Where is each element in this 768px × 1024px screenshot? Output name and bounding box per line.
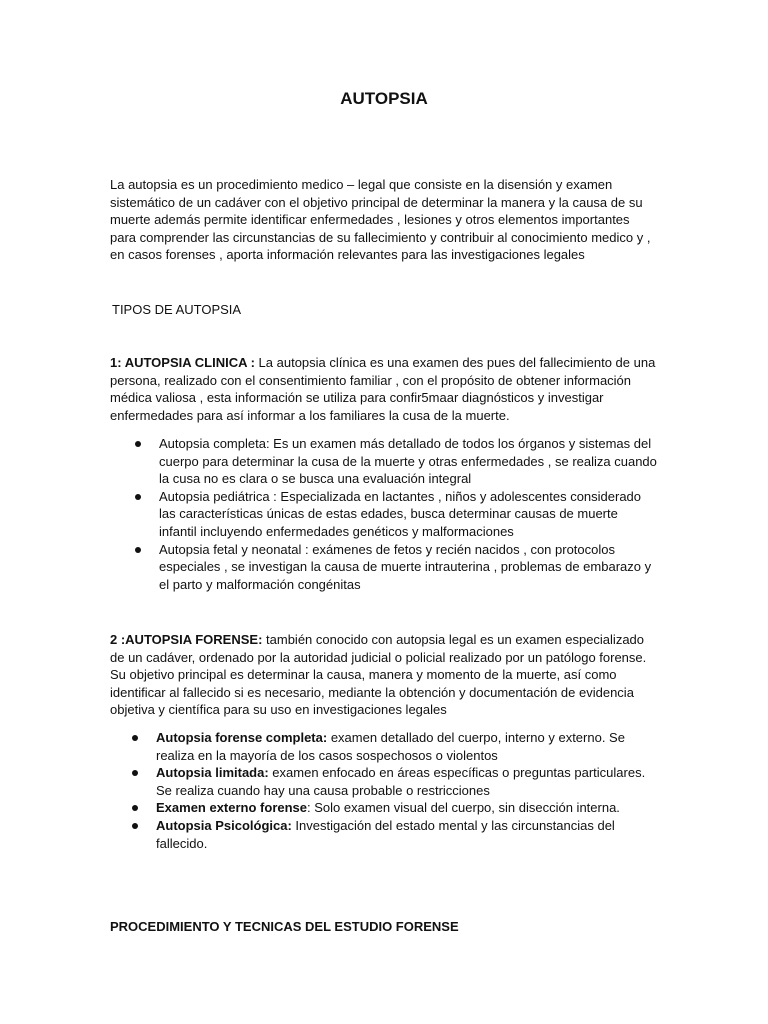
list-item-term: Autopsia limitada:	[156, 765, 269, 781]
tipos-heading: TIPOS DE AUTOPSIA	[112, 302, 242, 317]
list-item-text: examen enfocado en áreas específicas o preguntas particulares. Se realiza cuando hay una causa probable o restricciones	[156, 765, 646, 798]
list-item	[156, 729, 658, 764]
list-item-text: Autopsia completa: Es un examen más detallado de todos los órganos y sistemas del cuerpo para determinar la cusa de la muerte y otras enfermedades , se realiza cuando la cusa no es clara o se busca una evaluación integral	[159, 436, 657, 487]
page-title: AUTOPSIA	[340, 89, 428, 108]
list-item-text: Autopsia fetal y neonatal : exámenes de fetos y recién nacidos , con protocolos especiales , se investigan la causa de muerte intrauterina , problemas de embarazo y el parto y malformación congénitas	[159, 541, 652, 592]
list-item-text: : Solo examen visual del cuerpo, sin disección interna.	[307, 800, 620, 816]
bullet-icon	[132, 735, 138, 741]
bullet-icon	[135, 441, 141, 447]
bullet-icon	[132, 805, 138, 811]
bullet-icon	[135, 547, 141, 553]
section-clinica-text: La autopsia clínica es una examen des pues del fallecimiento de una persona, realizado con el consentimiento familiar , con el propósito de obtener información médica valiosa , esta información se utiliza para confir5maar diagnósticos y investigar enfermedades para así informar a los familiares la cusa de la muerte.	[110, 355, 656, 423]
forense-types-list	[156, 729, 658, 852]
bullet-icon	[135, 494, 141, 500]
list-item-term: Examen externo forense	[156, 800, 308, 816]
section-forense-heading: 2 :AUTOPSIA FORENSE:	[110, 632, 263, 647]
section-forense-text: también conocido con autopsia legal es un examen especializado de un cadáver, ordenado por la autoridad judicial o policial realizado por un patólogo forense. Su objetivo principal es determinar la causa, manera y momento de la muerte, así como identificar al fallecido si es necesario, mediante la obtención y documentación de evidencia objetiva y científica para su uso en investigaciones legales	[110, 632, 647, 718]
section-forense-paragraph	[110, 631, 658, 719]
list-item-text: Autopsia pediátrica : Especializada en lactantes , niños y adolescentes considerado las características únicas de estas edades, busca determinar causas de muerte infantil incluyendo enfermedades genéticos y malformaciones	[159, 488, 642, 539]
list-item-term: Autopsia Psicológica:	[156, 817, 292, 833]
list-item-term: Autopsia forense completa:	[156, 730, 328, 745]
list-item	[156, 817, 658, 852]
bullet-icon	[132, 823, 138, 829]
bullet-icon	[132, 770, 138, 776]
list-item-text: examen detallado del cuerpo, interno y externo. Se realiza en la mayoría de los casos sospechosos o violentos	[156, 730, 625, 763]
intro-paragraph: La autopsia es un procedimiento medico – legal que consiste en la disensión y examen sistemático de un cadáver con el objetivo principal de determinar la manera y la causa de su muerte además permite identificar enfermedades , lesiones y otros elementos importantes para comprender las circunstancias de su fallecimiento y contribuir al conocimiento medico y , en casos forenses , aporta información relevantes para las investigaciones legales	[110, 177, 651, 263]
list-item	[156, 799, 658, 817]
section-clinica-paragraph	[110, 354, 658, 424]
list-item	[159, 435, 658, 488]
clinica-types-list	[159, 435, 658, 593]
list-item-text: Investigación del estado mental y las circunstancias del fallecido.	[156, 817, 615, 851]
section-clinica-heading: 1: AUTOPSIA CLINICA :	[110, 355, 255, 370]
procedure-heading: PROCEDIMIENTO Y TECNICAS DEL ESTUDIO FORENSE	[110, 919, 459, 934]
list-item	[156, 764, 658, 799]
list-item	[159, 541, 658, 594]
list-item	[159, 488, 658, 541]
